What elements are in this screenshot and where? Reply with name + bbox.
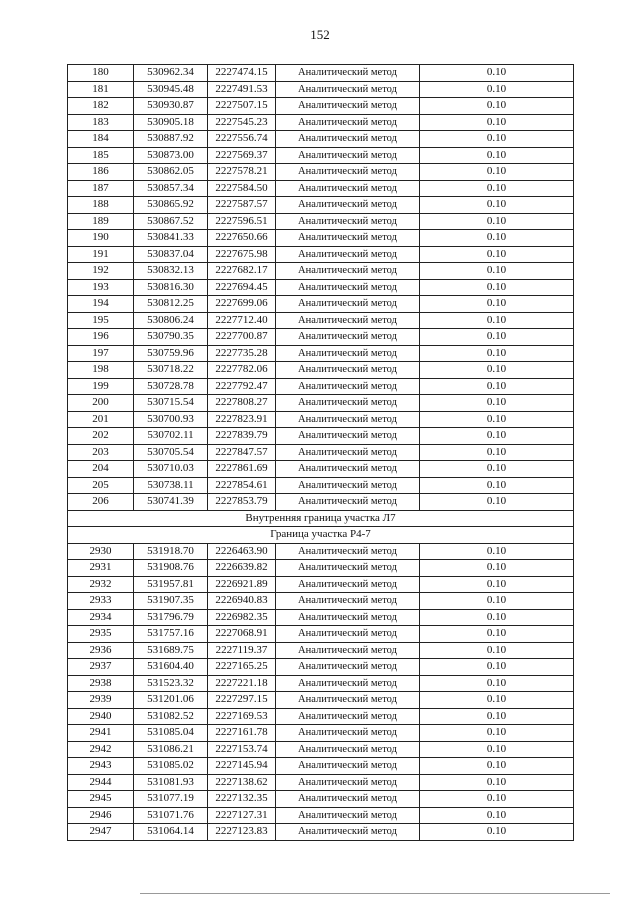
page-number: 152 (310, 27, 330, 42)
accuracy-cell: 0.10 (420, 378, 574, 395)
method-cell: Аналитический метод (276, 642, 420, 659)
table-row (68, 345, 574, 362)
accuracy-cell: 0.10 (420, 560, 574, 577)
table-row (68, 395, 574, 412)
point-number-cell: 2946 (68, 807, 134, 824)
accuracy-cell: 0.10 (420, 774, 574, 791)
y-coordinate-cell: 2227854.61 (208, 477, 276, 494)
x-coordinate-cell: 531918.70 (134, 543, 208, 560)
x-coordinate-cell: 530865.92 (134, 197, 208, 214)
table-row (68, 576, 574, 593)
point-number-cell: 201 (68, 411, 134, 428)
accuracy-cell: 0.10 (420, 708, 574, 725)
table-row (68, 593, 574, 610)
x-coordinate-cell: 530857.34 (134, 180, 208, 197)
point-number-cell: 190 (68, 230, 134, 247)
x-coordinate-cell: 530806.24 (134, 312, 208, 329)
x-coordinate-cell: 530867.52 (134, 213, 208, 230)
method-cell: Аналитический метод (276, 98, 420, 115)
accuracy-cell: 0.10 (420, 692, 574, 709)
method-cell: Аналитический метод (276, 378, 420, 395)
y-coordinate-cell: 2227169.53 (208, 708, 276, 725)
y-coordinate-cell: 2227545.23 (208, 114, 276, 131)
section-title-plot-boundary: Граница участка Р4-7 (68, 527, 574, 544)
table-row (68, 329, 574, 346)
table-row (68, 461, 574, 478)
y-coordinate-cell: 2227132.35 (208, 791, 276, 808)
x-coordinate-cell: 531908.76 (134, 560, 208, 577)
method-cell: Аналитический метод (276, 692, 420, 709)
x-coordinate-cell: 530905.18 (134, 114, 208, 131)
method-cell: Аналитический метод (276, 708, 420, 725)
y-coordinate-cell: 2227853.79 (208, 494, 276, 511)
y-coordinate-cell: 2227700.87 (208, 329, 276, 346)
y-coordinate-cell: 2227474.15 (208, 65, 276, 82)
method-cell: Аналитический метод (276, 560, 420, 577)
x-coordinate-cell: 530728.78 (134, 378, 208, 395)
point-number-cell: 182 (68, 98, 134, 115)
point-number-cell: 2944 (68, 774, 134, 791)
accuracy-cell: 0.10 (420, 131, 574, 148)
y-coordinate-cell: 2227569.37 (208, 147, 276, 164)
x-coordinate-cell: 530930.87 (134, 98, 208, 115)
method-cell: Аналитический метод (276, 543, 420, 560)
point-number-cell: 2936 (68, 642, 134, 659)
table-row (68, 180, 574, 197)
method-cell: Аналитический метод (276, 593, 420, 610)
method-cell: Аналитический метод (276, 65, 420, 82)
coordinates-table (67, 64, 574, 841)
x-coordinate-cell: 531064.14 (134, 824, 208, 841)
table-row (68, 444, 574, 461)
table-row (68, 560, 574, 577)
accuracy-cell: 0.10 (420, 81, 574, 98)
point-number-cell: 191 (68, 246, 134, 263)
table-row (68, 791, 574, 808)
accuracy-cell: 0.10 (420, 609, 574, 626)
table-row (68, 494, 574, 511)
x-coordinate-cell: 531796.79 (134, 609, 208, 626)
accuracy-cell: 0.10 (420, 741, 574, 758)
point-number-cell: 198 (68, 362, 134, 379)
x-coordinate-cell: 531689.75 (134, 642, 208, 659)
table-row (68, 774, 574, 791)
accuracy-cell: 0.10 (420, 296, 574, 313)
x-coordinate-cell: 531082.52 (134, 708, 208, 725)
method-cell: Аналитический метод (276, 246, 420, 263)
accuracy-cell: 0.10 (420, 197, 574, 214)
accuracy-cell: 0.10 (420, 593, 574, 610)
point-number-cell: 2933 (68, 593, 134, 610)
x-coordinate-cell: 530945.48 (134, 81, 208, 98)
method-cell: Аналитический метод (276, 807, 420, 824)
y-coordinate-cell: 2227839.79 (208, 428, 276, 445)
y-coordinate-cell: 2227068.91 (208, 626, 276, 643)
method-cell: Аналитический метод (276, 131, 420, 148)
point-number-cell: 2943 (68, 758, 134, 775)
y-coordinate-cell: 2226940.83 (208, 593, 276, 610)
x-coordinate-cell: 530962.34 (134, 65, 208, 82)
y-coordinate-cell: 2227119.37 (208, 642, 276, 659)
method-cell: Аналитический метод (276, 444, 420, 461)
method-cell: Аналитический метод (276, 197, 420, 214)
table-row (68, 675, 574, 692)
method-cell: Аналитический метод (276, 296, 420, 313)
x-coordinate-cell: 531201.06 (134, 692, 208, 709)
method-cell: Аналитический метод (276, 725, 420, 742)
accuracy-cell: 0.10 (420, 461, 574, 478)
x-coordinate-cell: 530837.04 (134, 246, 208, 263)
table-row (68, 230, 574, 247)
x-coordinate-cell: 530700.93 (134, 411, 208, 428)
table-row (68, 692, 574, 709)
x-coordinate-cell: 530812.25 (134, 296, 208, 313)
accuracy-cell: 0.10 (420, 791, 574, 808)
point-number-cell: 203 (68, 444, 134, 461)
table-row (68, 114, 574, 131)
y-coordinate-cell: 2227153.74 (208, 741, 276, 758)
x-coordinate-cell: 530887.92 (134, 131, 208, 148)
accuracy-cell: 0.10 (420, 180, 574, 197)
method-cell: Аналитический метод (276, 791, 420, 808)
x-coordinate-cell: 530790.35 (134, 329, 208, 346)
method-cell: Аналитический метод (276, 824, 420, 841)
table-row (68, 626, 574, 643)
point-number-cell: 2947 (68, 824, 134, 841)
method-cell: Аналитический метод (276, 263, 420, 280)
method-cell: Аналитический метод (276, 312, 420, 329)
accuracy-cell: 0.10 (420, 395, 574, 412)
y-coordinate-cell: 2227165.25 (208, 659, 276, 676)
x-coordinate-cell: 530832.13 (134, 263, 208, 280)
point-number-cell: 2930 (68, 543, 134, 560)
method-cell: Аналитический метод (276, 180, 420, 197)
table-body-block2 (68, 543, 574, 840)
table-row (68, 246, 574, 263)
point-number-cell: 2931 (68, 560, 134, 577)
method-cell: Аналитический метод (276, 626, 420, 643)
table-row (68, 296, 574, 313)
point-number-cell: 205 (68, 477, 134, 494)
accuracy-cell: 0.10 (420, 444, 574, 461)
accuracy-cell: 0.10 (420, 824, 574, 841)
section-row-plot-boundary (68, 527, 574, 544)
point-number-cell: 187 (68, 180, 134, 197)
x-coordinate-cell: 531085.04 (134, 725, 208, 742)
method-cell: Аналитический метод (276, 362, 420, 379)
table-row (68, 758, 574, 775)
x-coordinate-cell: 530705.54 (134, 444, 208, 461)
table-section-headers (68, 510, 574, 543)
x-coordinate-cell: 531086.21 (134, 741, 208, 758)
point-number-cell: 196 (68, 329, 134, 346)
table-row (68, 147, 574, 164)
method-cell: Аналитический метод (276, 609, 420, 626)
table-row (68, 98, 574, 115)
x-coordinate-cell: 530759.96 (134, 345, 208, 362)
point-number-cell: 195 (68, 312, 134, 329)
scan-edge-line (140, 893, 610, 894)
x-coordinate-cell: 531081.93 (134, 774, 208, 791)
point-number-cell: 194 (68, 296, 134, 313)
point-number-cell: 189 (68, 213, 134, 230)
accuracy-cell: 0.10 (420, 362, 574, 379)
point-number-cell: 2937 (68, 659, 134, 676)
accuracy-cell: 0.10 (420, 758, 574, 775)
y-coordinate-cell: 2227699.06 (208, 296, 276, 313)
table-row (68, 213, 574, 230)
x-coordinate-cell: 530873.00 (134, 147, 208, 164)
y-coordinate-cell: 2227694.45 (208, 279, 276, 296)
x-coordinate-cell: 530710.03 (134, 461, 208, 478)
point-number-cell: 2938 (68, 675, 134, 692)
x-coordinate-cell: 530816.30 (134, 279, 208, 296)
table-row (68, 164, 574, 181)
accuracy-cell: 0.10 (420, 164, 574, 181)
method-cell: Аналитический метод (276, 659, 420, 676)
accuracy-cell: 0.10 (420, 114, 574, 131)
y-coordinate-cell: 2227578.21 (208, 164, 276, 181)
y-coordinate-cell: 2226982.35 (208, 609, 276, 626)
method-cell: Аналитический метод (276, 329, 420, 346)
x-coordinate-cell: 530715.54 (134, 395, 208, 412)
table-row (68, 263, 574, 280)
point-number-cell: 2934 (68, 609, 134, 626)
x-coordinate-cell: 531523.32 (134, 675, 208, 692)
point-number-cell: 193 (68, 279, 134, 296)
y-coordinate-cell: 2227792.47 (208, 378, 276, 395)
accuracy-cell: 0.10 (420, 263, 574, 280)
accuracy-cell: 0.10 (420, 411, 574, 428)
accuracy-cell: 0.10 (420, 642, 574, 659)
point-number-cell: 192 (68, 263, 134, 280)
y-coordinate-cell: 2227297.15 (208, 692, 276, 709)
method-cell: Аналитический метод (276, 230, 420, 247)
y-coordinate-cell: 2226639.82 (208, 560, 276, 577)
accuracy-cell: 0.10 (420, 477, 574, 494)
y-coordinate-cell: 2227491.53 (208, 81, 276, 98)
method-cell: Аналитический метод (276, 164, 420, 181)
table-row (68, 477, 574, 494)
table-row (68, 708, 574, 725)
point-number-cell: 2942 (68, 741, 134, 758)
method-cell: Аналитический метод (276, 758, 420, 775)
x-coordinate-cell: 531071.76 (134, 807, 208, 824)
point-number-cell: 2941 (68, 725, 134, 742)
table-row (68, 279, 574, 296)
method-cell: Аналитический метод (276, 576, 420, 593)
method-cell: Аналитический метод (276, 279, 420, 296)
point-number-cell: 204 (68, 461, 134, 478)
point-number-cell: 2940 (68, 708, 134, 725)
x-coordinate-cell: 530741.39 (134, 494, 208, 511)
x-coordinate-cell: 530841.33 (134, 230, 208, 247)
table-row (68, 378, 574, 395)
y-coordinate-cell: 2227123.83 (208, 824, 276, 841)
point-number-cell: 206 (68, 494, 134, 511)
table-row (68, 609, 574, 626)
point-number-cell: 181 (68, 81, 134, 98)
point-number-cell: 199 (68, 378, 134, 395)
method-cell: Аналитический метод (276, 81, 420, 98)
method-cell: Аналитический метод (276, 494, 420, 511)
method-cell: Аналитический метод (276, 147, 420, 164)
accuracy-cell: 0.10 (420, 543, 574, 560)
table-row (68, 131, 574, 148)
y-coordinate-cell: 2227587.57 (208, 197, 276, 214)
y-coordinate-cell: 2227584.50 (208, 180, 276, 197)
accuracy-cell: 0.10 (420, 246, 574, 263)
accuracy-cell: 0.10 (420, 98, 574, 115)
table-row (68, 807, 574, 824)
table-row (68, 543, 574, 560)
y-coordinate-cell: 2227861.69 (208, 461, 276, 478)
x-coordinate-cell: 530702.11 (134, 428, 208, 445)
y-coordinate-cell: 2227735.28 (208, 345, 276, 362)
y-coordinate-cell: 2227650.66 (208, 230, 276, 247)
table-row (68, 362, 574, 379)
y-coordinate-cell: 2227161.78 (208, 725, 276, 742)
y-coordinate-cell: 2227127.31 (208, 807, 276, 824)
method-cell: Аналитический метод (276, 774, 420, 791)
x-coordinate-cell: 531077.19 (134, 791, 208, 808)
point-number-cell: 180 (68, 65, 134, 82)
table-row (68, 725, 574, 742)
table-row (68, 428, 574, 445)
point-number-cell: 184 (68, 131, 134, 148)
y-coordinate-cell: 2227782.06 (208, 362, 276, 379)
y-coordinate-cell: 2227712.40 (208, 312, 276, 329)
section-row-inner-boundary (68, 510, 574, 527)
x-coordinate-cell: 530738.11 (134, 477, 208, 494)
table-row (68, 65, 574, 82)
y-coordinate-cell: 2227221.18 (208, 675, 276, 692)
accuracy-cell: 0.10 (420, 725, 574, 742)
table-row (68, 312, 574, 329)
point-number-cell: 202 (68, 428, 134, 445)
point-number-cell: 2935 (68, 626, 134, 643)
y-coordinate-cell: 2226921.89 (208, 576, 276, 593)
x-coordinate-cell: 531085.02 (134, 758, 208, 775)
method-cell: Аналитический метод (276, 428, 420, 445)
y-coordinate-cell: 2227847.57 (208, 444, 276, 461)
accuracy-cell: 0.10 (420, 345, 574, 362)
point-number-cell: 185 (68, 147, 134, 164)
accuracy-cell: 0.10 (420, 279, 574, 296)
y-coordinate-cell: 2227145.94 (208, 758, 276, 775)
accuracy-cell: 0.10 (420, 147, 574, 164)
accuracy-cell: 0.10 (420, 312, 574, 329)
accuracy-cell: 0.10 (420, 329, 574, 346)
y-coordinate-cell: 2227682.17 (208, 263, 276, 280)
method-cell: Аналитический метод (276, 395, 420, 412)
point-number-cell: 183 (68, 114, 134, 131)
table-row (68, 659, 574, 676)
table-row (68, 824, 574, 841)
section-title-inner-boundary: Внутренняя граница участка Л7 (68, 510, 574, 527)
point-number-cell: 2939 (68, 692, 134, 709)
accuracy-cell: 0.10 (420, 494, 574, 511)
accuracy-cell: 0.10 (420, 65, 574, 82)
y-coordinate-cell: 2227507.15 (208, 98, 276, 115)
x-coordinate-cell: 530862.05 (134, 164, 208, 181)
x-coordinate-cell: 531604.40 (134, 659, 208, 676)
x-coordinate-cell: 531907.35 (134, 593, 208, 610)
y-coordinate-cell: 2227808.27 (208, 395, 276, 412)
point-number-cell: 188 (68, 197, 134, 214)
y-coordinate-cell: 2226463.90 (208, 543, 276, 560)
method-cell: Аналитический метод (276, 345, 420, 362)
table-row (68, 642, 574, 659)
method-cell: Аналитический метод (276, 411, 420, 428)
accuracy-cell: 0.10 (420, 659, 574, 676)
method-cell: Аналитический метод (276, 213, 420, 230)
point-number-cell: 2945 (68, 791, 134, 808)
table-row (68, 197, 574, 214)
accuracy-cell: 0.10 (420, 807, 574, 824)
method-cell: Аналитический метод (276, 675, 420, 692)
point-number-cell: 2932 (68, 576, 134, 593)
method-cell: Аналитический метод (276, 741, 420, 758)
accuracy-cell: 0.10 (420, 626, 574, 643)
y-coordinate-cell: 2227596.51 (208, 213, 276, 230)
table-row (68, 741, 574, 758)
table-row (68, 81, 574, 98)
x-coordinate-cell: 530718.22 (134, 362, 208, 379)
point-number-cell: 186 (68, 164, 134, 181)
accuracy-cell: 0.10 (420, 428, 574, 445)
accuracy-cell: 0.10 (420, 576, 574, 593)
y-coordinate-cell: 2227823.91 (208, 411, 276, 428)
accuracy-cell: 0.10 (420, 675, 574, 692)
point-number-cell: 200 (68, 395, 134, 412)
accuracy-cell: 0.10 (420, 230, 574, 247)
y-coordinate-cell: 2227675.98 (208, 246, 276, 263)
method-cell: Аналитический метод (276, 461, 420, 478)
method-cell: Аналитический метод (276, 477, 420, 494)
x-coordinate-cell: 531957.81 (134, 576, 208, 593)
point-number-cell: 197 (68, 345, 134, 362)
y-coordinate-cell: 2227138.62 (208, 774, 276, 791)
table-row (68, 411, 574, 428)
x-coordinate-cell: 531757.16 (134, 626, 208, 643)
method-cell: Аналитический метод (276, 114, 420, 131)
accuracy-cell: 0.10 (420, 213, 574, 230)
y-coordinate-cell: 2227556.74 (208, 131, 276, 148)
table-body-block1 (68, 65, 574, 511)
